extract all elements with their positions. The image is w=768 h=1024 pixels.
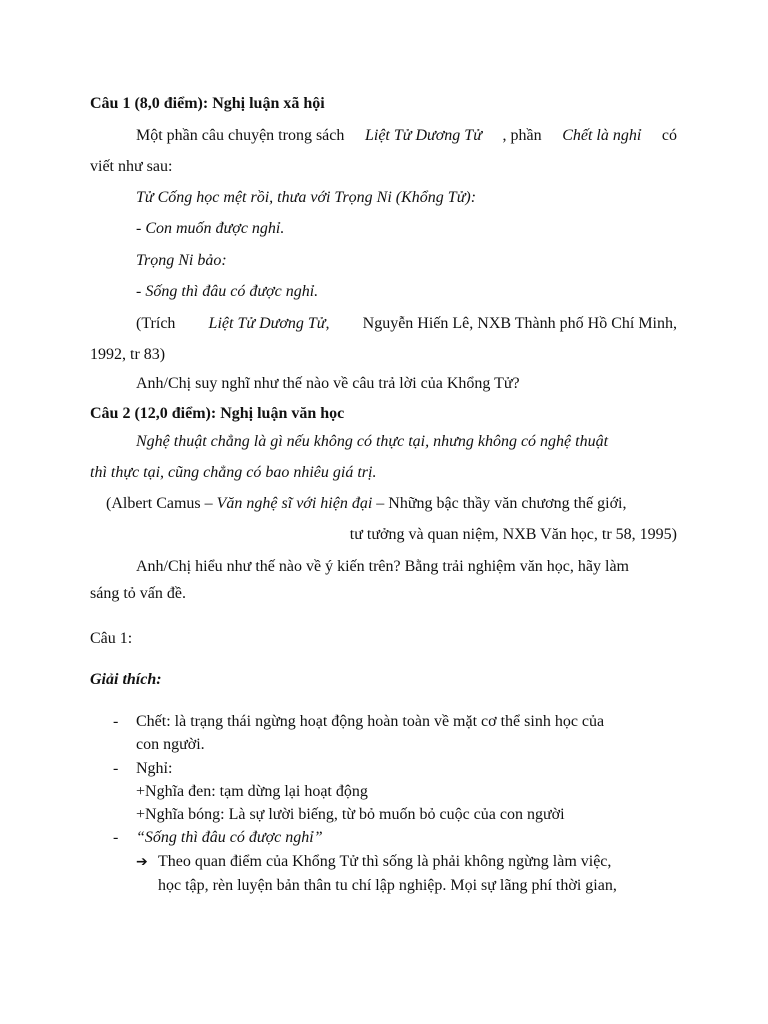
q1-intro-text-a: Một phần câu chuyện trong sách [136,127,345,144]
arrow-icon: ➔ [136,854,148,870]
explain-heading: Giải thích: [90,671,162,688]
q1-question: Anh/Chị suy nghĩ như thế nào về câu trả lời của Khổng Tử? [136,375,520,392]
bullet-1-line1: Chết: là trạng thái ngừng hoạt động hoàn toàn về mặt cơ thể sinh học của [136,713,605,730]
q2-source-text-c: – Những bậc thầy văn chương thế giới, [376,495,627,512]
q1-source-text-a: (Trích [136,315,176,332]
q1-dialog-line: - Sống thì đâu có được nghỉ. [136,283,319,300]
q1-source-text-c: Nguyễn Hiến Lê, NXB Thành phố Hồ Chí Minh, [362,315,677,332]
q2-question-line1: Anh/Chị hiểu như thế nào về ý kiến trên? Bằng trải nghiệm văn học, hãy làm [136,558,629,575]
q2-source-line2: tư tưởng và quan niệm, NXB Văn học, tr 58, 1995) [349,526,677,543]
bullet-3-line1: “Sống thì đâu có được nghỉ” [136,829,323,846]
bullet-1-line2: con người. [136,736,205,753]
bullet-dash: - [113,713,119,730]
bullet-2-line2: +Nghĩa đen: tạm dừng lại hoạt động [136,783,368,800]
q1-dialog-line: - Con muốn được nghỉ. [136,220,285,237]
bullet-dash: - [113,760,119,777]
q2-source-line1 [106,494,627,514]
bullet-dash: - [113,829,119,846]
q2-question-line2: sáng tỏ vấn đề. [90,585,186,602]
q1-intro-line1 [136,126,677,146]
bullet-3-line2: Theo quan điểm của Khổng Tử thì sống là phải không ngừng làm việc, [158,853,612,870]
q2-source-title: Văn nghệ sĩ với hiện đại [216,495,373,512]
q2-source-text-a: (Albert Camus – [106,495,213,512]
q1-heading: Câu 1 (8,0 điểm): Nghị luận xã hội [90,95,325,112]
q1-intro-text-e: có [661,127,677,144]
q1-book-title: Liệt Tử Dương Tử [364,127,482,144]
q1-source-book: Liệt Tử Dương Tử, [208,315,330,332]
q2-quote-line1: Nghệ thuật chẳng là gì nếu không có thực tại, nhưng không có nghệ thuật [136,433,609,450]
q2-heading: Câu 2 (12,0 điểm): Nghị luận văn học [90,405,345,422]
q1-source-line2: 1992, tr 83) [90,346,166,363]
q1-intro-text-c: , phần [502,127,542,144]
q1-source-line1 [136,314,677,334]
q1-dialog-line: Tử Cống học mệt rồi, thưa với Trọng Ni (Khổng Tử): [136,189,477,206]
answer-label: Câu 1: [90,630,133,647]
q1-dialog-line: Trọng Ni bảo: [136,252,227,269]
bullet-3-line3: học tập, rèn luyện bản thân tu chí lập nghiệp. Mọi sự lãng phí thời gian, [158,877,617,894]
bullet-2-line3: +Nghĩa bóng: Là sự lười biếng, từ bỏ muốn bỏ cuộc của con người [136,806,565,823]
q1-chapter-title: Chết là nghỉ [562,127,642,144]
q1-intro-line2: viết như sau: [90,158,173,175]
bullet-2-line1: Nghỉ: [136,760,173,777]
q2-quote-line2: thì thực tại, cũng chẳng có bao nhiêu giá trị. [90,464,377,481]
